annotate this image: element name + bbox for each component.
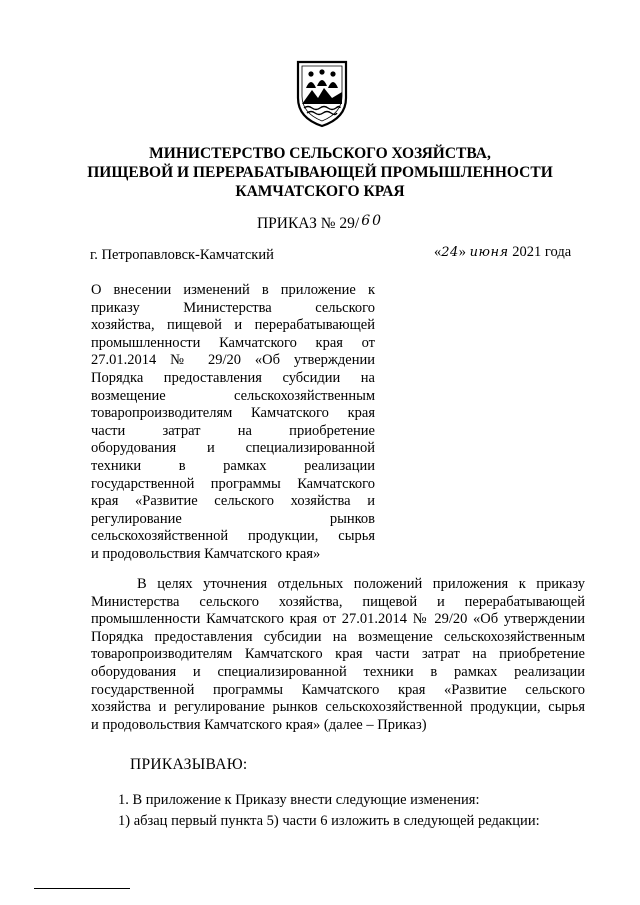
subject-line: приказу Министерства сельского [91, 299, 375, 316]
subject-line: О внесении изменений в приложение к [91, 282, 375, 298]
date-open-quote: « [434, 244, 442, 260]
subject-line: хозяйства, пищевой и перерабатывающей [91, 317, 375, 334]
subject-line: промышленности Камчатского края от [91, 334, 375, 351]
subject-line: части затрат на приобретение [91, 422, 375, 439]
subject-line: возмещение сельскохозяйственным [91, 387, 375, 404]
subject-line: регулирование рынков [91, 510, 375, 527]
preamble-line: Порядка предоставления субсидии на возмещение сельскохозяйственным [91, 628, 585, 645]
date-close-quote: » [458, 244, 467, 260]
footnote-separator [34, 888, 130, 889]
ministry-line: МИНИСТЕРСТВО СЕЛЬСКОГО ХОЗЯЙСТВА, [149, 145, 491, 162]
subject-line: сельскохозяйственной продукции, сырья [91, 528, 375, 545]
coat-of-arms-emblem [294, 58, 350, 128]
order-item-1: 1. В приложение к Приказу внести следующие изменения: [118, 792, 480, 808]
order-title [0, 215, 640, 233]
date-year: 2021 года [512, 244, 572, 260]
date-day-handwritten: 24 [441, 245, 459, 260]
subject-line: товаропроизводителям Камчатского края [91, 405, 375, 422]
subject-line: края «Развитие сельского хозяйства и [91, 493, 375, 510]
ministry-line: КАМЧАТСКОГО КРАЯ [235, 183, 405, 200]
subject-line: оборудования и специализированной [91, 440, 375, 457]
ministry-line: ПИЩЕВОЙ И ПЕРЕРАБАТЫВАЮЩЕЙ ПРОМЫШЛЕННОСТИ [87, 164, 553, 181]
subject-line: техники в рамках реализации [91, 457, 375, 474]
order-date [434, 244, 571, 261]
decree-heading: ПРИКАЗЫВАЮ: [130, 756, 248, 773]
preamble-line: В целях уточнения отдельных положений приложения к приказу [137, 576, 585, 592]
preamble-line: и продовольствия Камчатского края» (далее – Приказ) [91, 716, 427, 733]
date-month-handwritten: июня [469, 245, 509, 260]
preamble-line: товаропроизводителям Камчатского края части затрат на приобретение [91, 646, 585, 663]
preamble-line: хозяйства и регулирование рынков сельскохозяйственной продукции, сырья [91, 699, 585, 716]
order-subitem-1: 1) абзац первый пункта 5) части 6 изложить в следующей редакции: [118, 813, 540, 829]
subject-line: Порядка предоставления субсидии на [91, 369, 375, 386]
preamble-line: государственной программы Камчатского края «Развитие сельского [91, 681, 585, 698]
preamble-line: оборудования и специализированной техники в рамках реализации [91, 663, 585, 680]
preamble-line: Министерства сельского хозяйства, пищевой и перерабатывающей [91, 593, 585, 610]
preamble-line: промышленности Камчатского края от 27.01.2014 № 29/20 «Об утверждении [91, 611, 585, 628]
preamble-paragraph [91, 576, 585, 734]
subject-line: и продовольствия Камчатского края» [91, 545, 321, 562]
place-of-issue: г. Петропавловск-Камчатский [90, 247, 274, 263]
order-number-handwritten: 60 [361, 213, 384, 229]
order-label: ПРИКАЗ № 29/ [256, 215, 360, 232]
order-subject [91, 282, 375, 564]
subject-line: 27.01.2014 № 29/20 «Об утверждении [91, 352, 375, 369]
ministry-name [60, 144, 580, 201]
subject-line: государственной программы Камчатского [91, 475, 375, 492]
